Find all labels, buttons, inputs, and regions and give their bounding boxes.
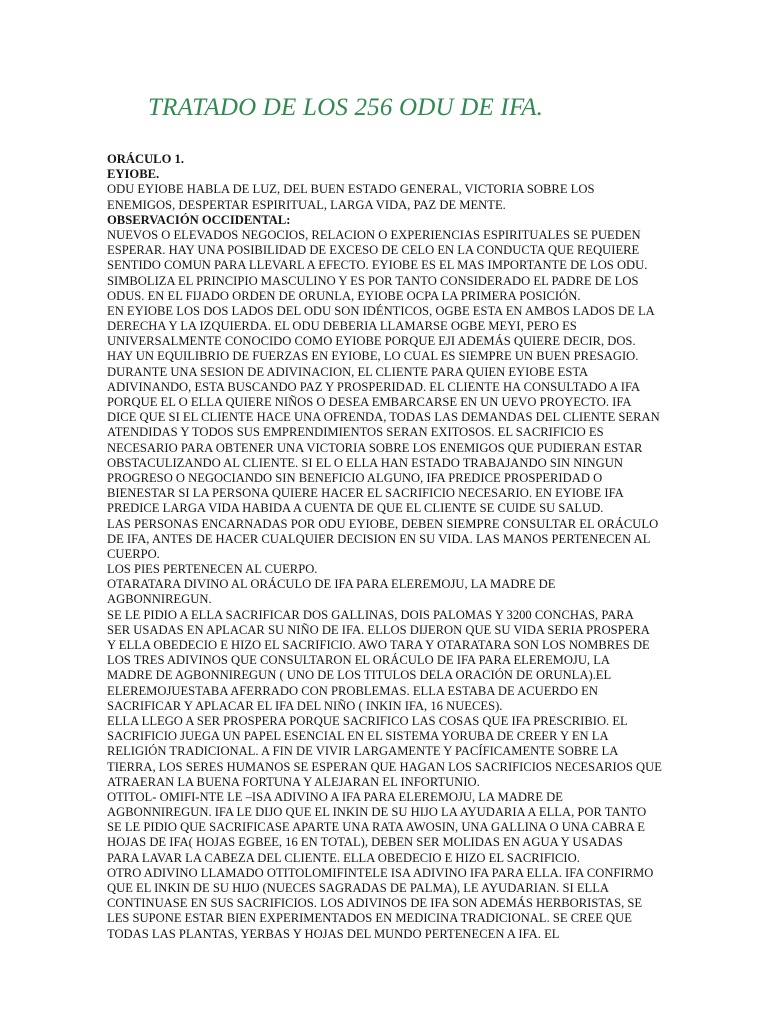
text-line: ESPERAR. HAY UNA POSIBILIDAD DE EXCESO DE CELO EN LA CONDUCTA QUE REQUIERE [107, 243, 640, 258]
text-line: ATENDIDAS Y TODOS SUS EMPRENDIMIENTOS SERAN EXITOSOS. EL SACRIFICIO ES [107, 425, 604, 440]
text-line: OTARATARA DIVINO AL ORÁCULO DE IFA PARA ELEREMOJU, LA MADRE DE [107, 577, 556, 592]
text-line: CONTINUASE EN SUS SACRIFICIOS. LOS ADIVINOS DE IFA SON ADEMÁS HERBORISTAS, SE [107, 896, 643, 911]
document-title: TRATADO DE LOS 256 ODU DE IFA. [148, 94, 544, 121]
text-line: OTITOL- OMIFI-NTE LE –ISA ADIVINO A IFA PARA ELEREMOJU, LA MADRE DE [107, 789, 563, 804]
text-line: DURANTE UNA SESION DE ADIVINACION, EL CLIENTE PARA QUIEN EYIOBE ESTA [107, 364, 589, 379]
text-line: ENEMIGOS, DESPERTAR ESPIRITUAL, LARGA VIDA, PAZ DE MENTE. [107, 197, 506, 212]
text-line: SIMBOLIZA EL PRINCIPIO MASCULINO Y ES POR TANTO CONSIDERADO EL PADRE DE LOS [107, 273, 639, 288]
text-line: SENTIDO COMUN PARA LLEVARL A EFECTO. EYIOBE ES EL MAS IMPORTANTE DE LOS ODU. [107, 258, 648, 273]
text-line: SACRIFICIO JUEGA UN PAPEL ESENCIAL EN EL SISTEMA YORUBA DE CREER Y EN LA [107, 729, 609, 744]
text-line: ADIVINANDO, ESTA BUSCANDO PAZ Y PROSPERIDAD. EL CLIENTE HA CONSULTADO A IFA [107, 379, 641, 394]
oracle-heading: ORÁCULO 1. [107, 152, 184, 166]
text-line: ODUS. EN EL FIJADO ORDEN DE ORUNLA, EYIOBE OCPA LA PRIMERA POSICIÓN. [107, 288, 581, 303]
text-line: ELEREMOJUESTABA AFERRADO CON PROBLEMAS. ELLA ESTABA DE ACUERDO EN [107, 683, 598, 698]
text-line: DICE QUE SI EL CLIENTE HACE UNA OFRENDA, TODAS LAS DEMANDAS DEL CLIENTE SERAN [107, 410, 660, 425]
text-line: LES SUPONE ESTAR BIEN EXPERIMENTADOS EN MEDICINA TRADICIONAL. SE CREE QUE [107, 911, 632, 926]
text-line: AGBONNIREGUN. IFA LE DIJO QUE EL INKIN DE SU HIJO LA AYUDARIA A ELLA, POR TANTO [107, 805, 647, 820]
text-line: ELLA LLEGO A SER PROSPERA PORQUE SACRIFICO LAS COSAS QUE IFA PRESCRIBIO. EL [107, 713, 628, 728]
document-body [107, 152, 667, 942]
text-line: ATRAERAN LA BUENA FORTUNA Y ALEJARAN EL INFORTUNIO. [107, 774, 480, 789]
text-line: BIENESTAR SI LA PERSONA QUIERE HACER EL SACRIFICIO NECESARIO. EN EYIOBE IFA [107, 486, 624, 501]
text-line: AGBONNIREGUN. [107, 592, 212, 607]
text-line: DERECHA Y LA IZQUIERDA. EL ODU DEBERIA LLAMARSE OGBE MEYI, PERO ES [107, 319, 577, 334]
text-line: LOS TRES ADIVINOS QUE CONSULTARON EL ORÁCULO DE IFA PARA ELEREMOJU, LA [107, 653, 611, 668]
text-line: HAY UN EQUILIBRIO DE FUERZAS EN EYIOBE, LO CUAL ES SIEMPRE UN BUEN PRESAGIO. [107, 349, 639, 364]
text-line: NUEVOS O ELEVADOS NEGOCIOS, RELACION O EXPERIENCIAS ESPIRITUALES SE PUEDEN [107, 227, 641, 242]
text-line: NECESARIO PARA OBTENER UNA VICTORIA SOBRE LOS ENEMIGOS QUE PUDIERAN ESTAR [107, 440, 643, 455]
text-line: SACRIFICAR Y APLACAR EL IFA DEL NIÑO ( INKIN IFA, 16 NUECES). [107, 698, 503, 713]
text-line: PROGRESO O NEGOCIANDO SIN BENEFICIO ALGUNO, IFA PREDICE PROSPERIDAD O [107, 470, 603, 485]
text-line: UNIVERSALMENTE CONOCIDO COMO EYIOBE PORQUE EJI ADEMÁS QUIERE DECIR, DOS. [107, 334, 636, 349]
text-line: SE LE PIDIO A ELLA SACRIFICAR DOS GALLINAS, DOIS PALOMAS Y 3200 CONCHAS, PARA [107, 607, 634, 622]
text-line: LOS PIES PERTENECEN AL CUERPO. [107, 562, 318, 577]
text-line: TODAS LAS PLANTAS, YERBAS Y HOJAS DEL MUNDO PERTENECEN A IFA. EL [107, 926, 560, 941]
text-line: Y ELLA OBEDECIO E HIZO EL SACRIFICIO. AWO TARA Y OTARATARA SON LOS NOMBRES DE [107, 638, 650, 652]
text-line: PREDICE LARGA VIDA HABIDA A CUENTA DE QUE EL CLIENTE SE CUIDE SU SALUD. [107, 501, 604, 516]
text-line: EN EYIOBE LOS DOS LADOS DEL ODU SON IDÉNTICOS, OGBE ESTA EN AMBOS LADOS DE LA [107, 303, 655, 318]
text-line: PARA LAVAR LA CABEZA DEL CLIENTE. ELLA OBEDECIO E HIZO EL SACRIFICIO. [107, 850, 580, 865]
text-line: OBSTACULIZANDO AL CLIENTE. SI EL O ELLA HAN ESTADO TRABAJANDO SIN NINGUN [107, 455, 623, 470]
section-heading-observacion: OBSERVACIÓN OCCIDENTAL: [107, 212, 291, 227]
text-line: LAS PERSONAS ENCARNADAS POR ODU EYIOBE, DEBEN SIEMPRE CONSULTAR EL ORÁCULO [107, 516, 659, 531]
text-line: PORQUE EL O ELLA QUIERE NIÑOS O DESEA EMBARCARSE EN UN UEVO PROYECTO. IFA [107, 395, 632, 409]
text-line: DE IFA, ANTES DE HACER CUALQUIER DECISION EN SU VIDA. LAS MANOS PERTENECEN AL [107, 531, 651, 546]
text-line: SER USADAS EN APLACAR SU NIÑO DE IFA. ELLOS DIJERON QUE SU VIDA SERIA PROSPERA [107, 622, 650, 637]
text-line: OTRO ADIVINO LLAMADO OTITOLOMIFINTELE ISA ADIVINO IFA PARA ELLA. IFA CONFIRMO [107, 865, 654, 880]
text-line: CUERPO. [107, 546, 160, 561]
text-line: HOJAS DE IFA( HOJAS EGBEE, 16 EN TOTAL), DEBEN SER MOLIDAS EN AGUA Y USADAS [107, 835, 623, 850]
text-line: QUE EL INKIN DE SU HIJO (NUECES SAGRADAS DE PALMA), LE AYUDARIAN. SI ELLA [107, 881, 609, 895]
text-line: MADRE DE AGBONNIREGUN ( UNO DE LOS TITULOS DELA ORACIÓN DE ORUNLA).EL [107, 668, 612, 683]
text-line: ODU EYIOBE HABLA DE LUZ, DEL BUEN ESTADO GENERAL, VICTORIA SOBRE LOS [107, 182, 595, 197]
odu-name-heading: EYIOBE. [107, 167, 160, 182]
text-line: SE LE PIDIO QUE SACRIFICASE APARTE UNA RATA AWOSIN, UNA GALLINA O UNA CABRA E [107, 820, 645, 835]
text-line: RELIGIÓN TRADICIONAL. A FIN DE VIVIR LARGAMENTE Y PACÍFICAMENTE SOBRE LA [107, 744, 619, 759]
text-line: TIERRA, LOS SERES HUMANOS SE ESPERAN QUE HAGAN LOS SACRIFICIOS NECESARIOS QUE [107, 759, 662, 774]
